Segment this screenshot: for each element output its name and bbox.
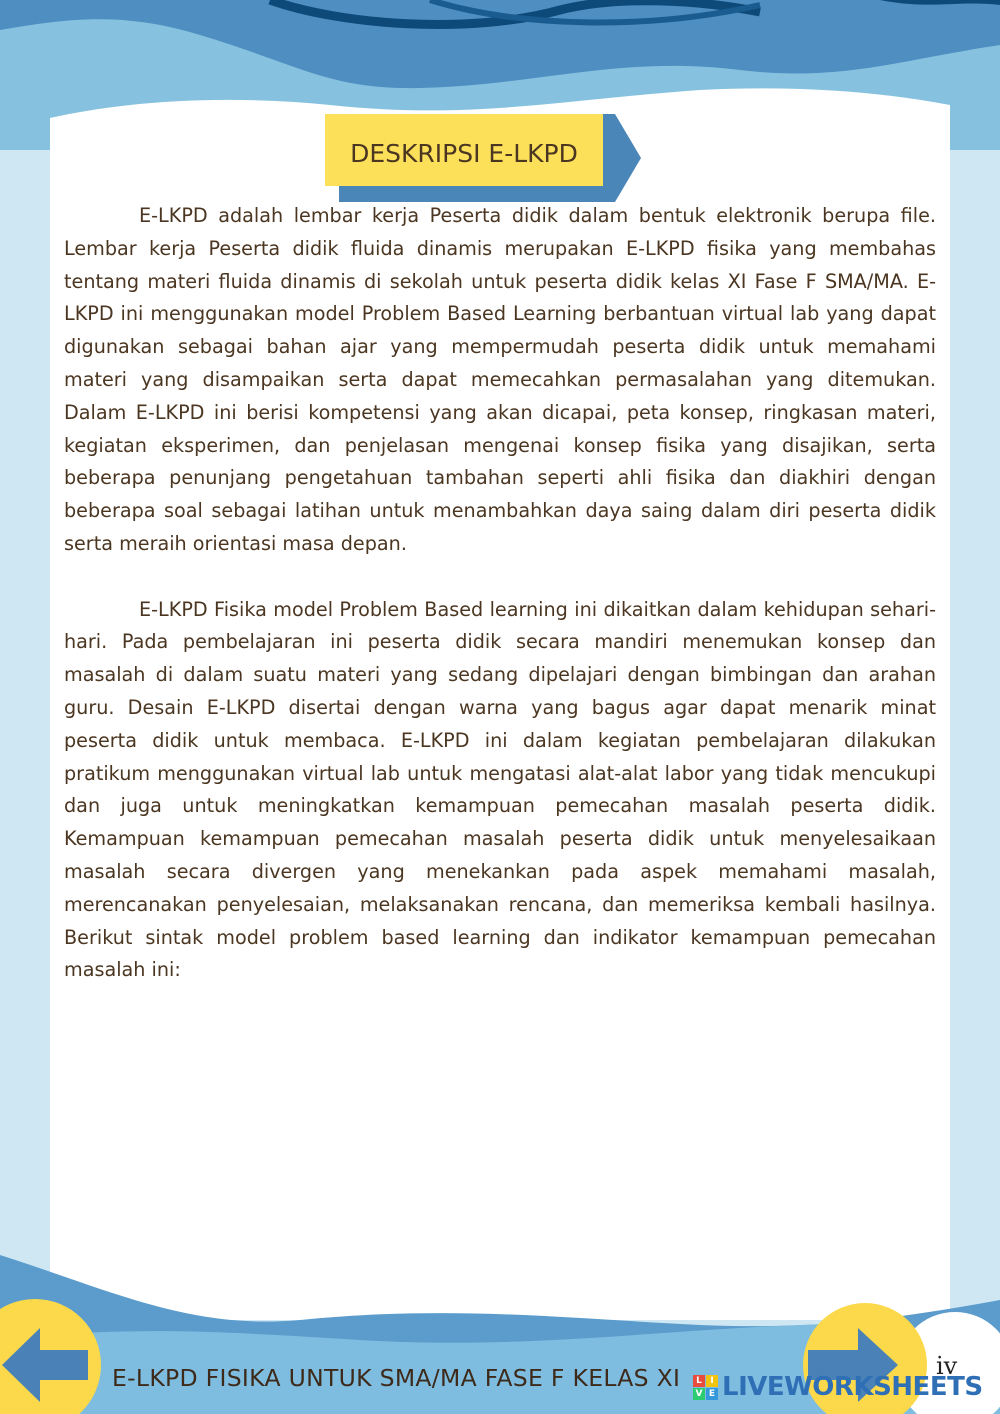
footer-book-title: E-LKPD FISIKA UNTUK SMA/MA FASE F KELAS XI: [112, 1364, 681, 1392]
paragraph-2: E-LKPD Fisika model Problem Based learning ini dikaitkan dalam kehidupan sehari-hari. Pada pembelajaran ini peserta didik secara mandiri menemukan konsep dan masalah di dalam suatu materi yang sedang dipelajari dengan bimbingan dan arahan guru. Desain E-LKPD disertai dengan warna yang bagus agar dapat menarik minat peserta didik untuk membaca. E-LKPD ini dalam kegiatan pembelajaran dilakukan pratikum menggunakan virtual lab untuk mengatasi alat-alat labor yang tidak mencukupi dan juga untuk meningkatkan kemampuan pemecahan masalah peserta didik. Kemampuan kemampuan pemecahan masalah peserta didik untuk menyelesaikaan masalah secara divergen yang menekankan pada aspek memahami masalah, merencanakan penyelesaian, melaksanakan rencana, dan memeriksa kembali hasilnya. Berikut sintak model problem based learning dan indikator kemampuan pemecahan masalah ini:: [64, 597, 936, 982]
paragraph-1: E-LKPD adalah lembar kerja Peserta didik dalam bentuk elektronik berupa file. Lembar kerja Peserta didik fluida dinamis merupakan E-LKPD fisika yang membahas tentang materi fluida dinamis di sekolah untuk peserta didik kelas XI Fase F SMA/MA. E-LKPD ini menggunakan model Problem Based Learning berbantuan virtual lab yang dapat digunakan sebagai bahan ajar yang mempermudah peserta didik untuk memahami materi yang disampaikan serta dapat memecahkan permasalahan yang ditemukan. Dalam E-LKPD ini berisi kompetensi yang akan dicapai, peta konsep, ringkasan materi, kegiatan eksperimen, dan penjelasan mengenai konsep fisika yang disajikan, serta beberapa penunjang pengetahuan tambahan seperti ahli fisika dan diakhiri dengan beberapa soal sebagai latihan untuk menambahkan daya saing dalam diri peserta didik serta meraih orientasi masa depan.: [64, 204, 936, 555]
section-title-banner: [325, 114, 645, 204]
badge-letter: E: [706, 1388, 718, 1400]
description-body: [64, 200, 936, 987]
liveworksheets-wordmark: LIVEWORKSHEETS: [722, 1372, 983, 1402]
badge-letter: L: [693, 1375, 705, 1387]
badge-letter: I: [706, 1375, 718, 1387]
page-number: iv: [936, 1352, 958, 1380]
liveworksheets-badge: [693, 1375, 718, 1400]
page-title: DESKRIPSI E-LKPD: [325, 114, 603, 186]
badge-letter: V: [693, 1388, 705, 1400]
